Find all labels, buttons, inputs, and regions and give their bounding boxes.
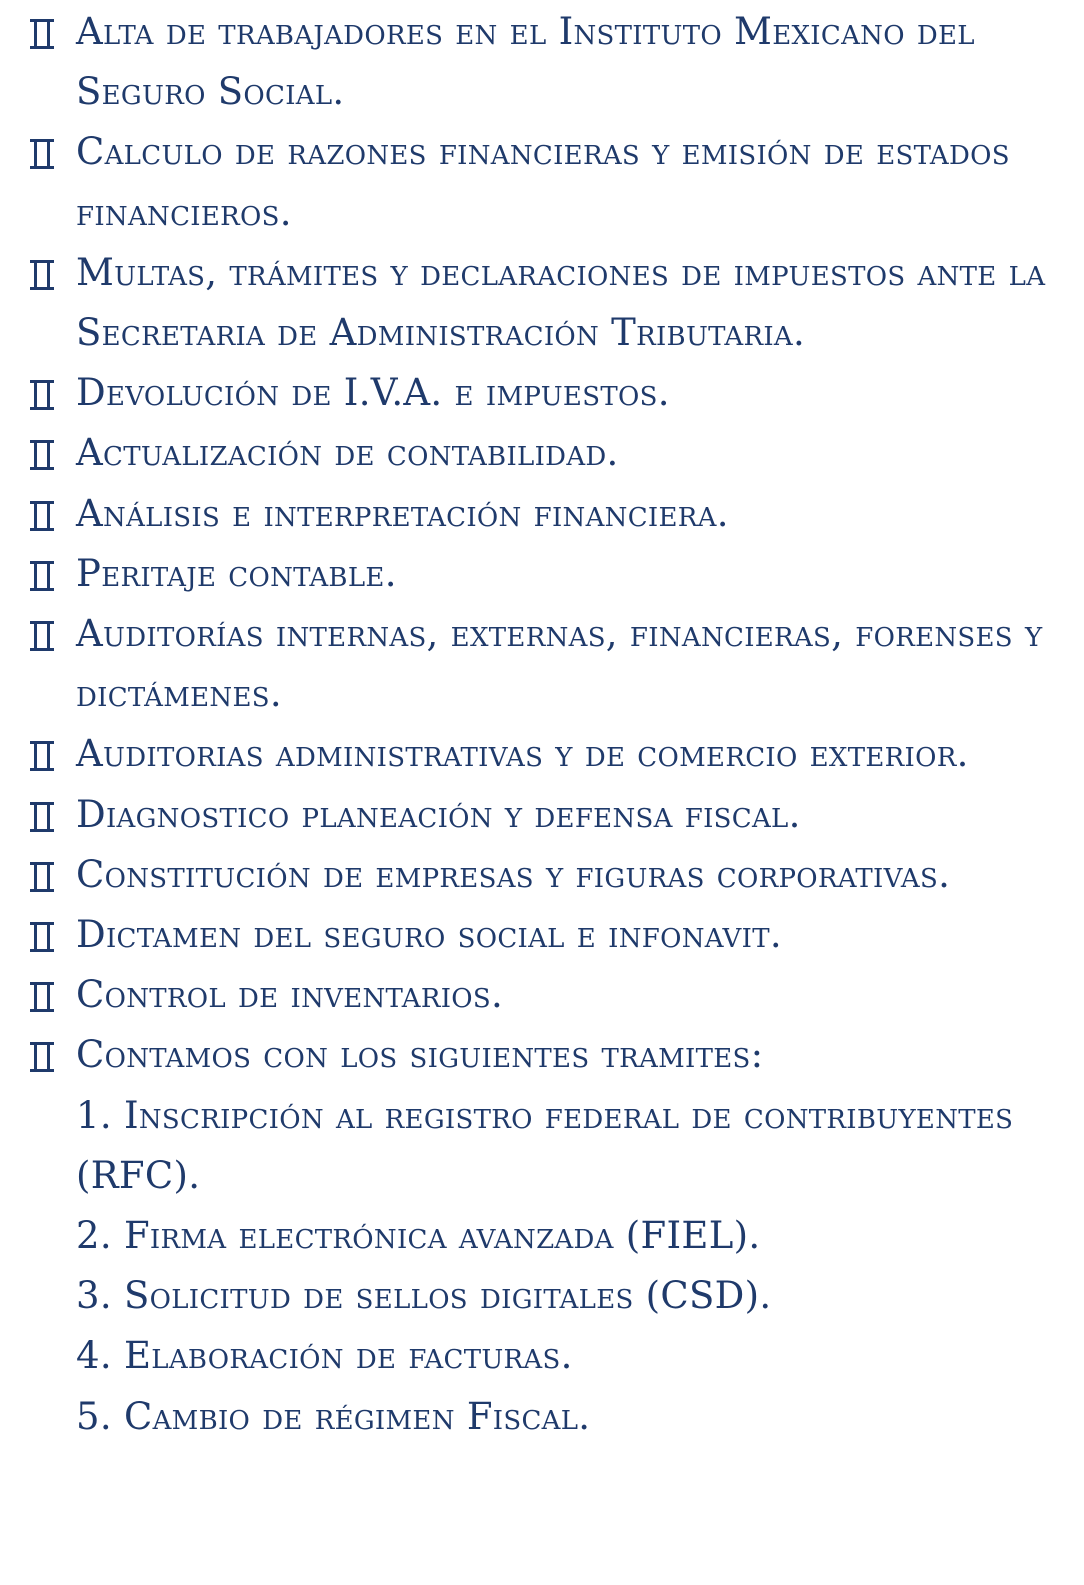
service-item-actualizacion-contabilidad: [0, 423, 1084, 483]
tramite-item-facturas: 4. Elaboración de facturas.: [76, 1334, 573, 1378]
service-item-auditorias-administrativas: [0, 724, 1084, 784]
service-item-tramites: [0, 1025, 1084, 1446]
service-text: Devolución de I.V.A. e impuestos.: [76, 371, 670, 415]
column-pillar-icon: [29, 982, 55, 1012]
service-text: Control de inventarios.: [76, 973, 504, 1017]
service-text: Alta de trabajadores en el Instituto Mexicano del Seguro Social.: [76, 10, 975, 114]
service-item-analisis-financiero: [0, 484, 1084, 544]
service-item-multas-tramites: [0, 243, 1084, 363]
column-pillar-icon: [29, 802, 55, 832]
service-text: Auditorías internas, externas, financieras, forenses y dictámenes.: [76, 612, 1043, 716]
tramite-item-regimen-fiscal: 5. Cambio de régimen Fiscal.: [76, 1394, 591, 1438]
column-pillar-icon: [29, 561, 55, 591]
column-pillar-icon: [29, 621, 55, 651]
tramite-item-rfc: 1. Inscripción al registro federal de contribuyentes (RFC).: [76, 1093, 1014, 1197]
service-item-devolucion-iva: [0, 363, 1084, 423]
service-text: Dictamen del seguro social e infonavit.: [76, 913, 782, 957]
service-text: Multas, trámites y declaraciones de impuestos ante la Secretaria de Administración Tributaria.: [76, 250, 1046, 355]
column-pillar-icon: [29, 501, 55, 531]
service-item-razones-financieras: [0, 122, 1084, 242]
service-text: Contamos con los siguientes tramites:: [76, 1033, 764, 1077]
column-pillar-icon: [29, 380, 55, 410]
service-item-peritaje: [0, 544, 1084, 604]
service-item-auditorias-internas: [0, 604, 1084, 724]
column-pillar-icon: [29, 19, 55, 49]
tramite-item-csd: 3. Solicitud de sellos digitales (CSD).: [76, 1274, 772, 1318]
tramite-item-fiel: 2. Firma electrónica avanzada (FIEL).: [76, 1214, 761, 1258]
service-item-dictamen-imss-infonavit: [0, 905, 1084, 965]
service-text: Calculo de razones financieras y emisión de estados financieros.: [76, 130, 1010, 234]
service-text: Peritaje contable.: [76, 551, 397, 595]
service-text: Análisis e interpretación financiera.: [76, 491, 729, 535]
service-item-constitucion-empresas: [0, 845, 1084, 905]
service-text: Diagnostico planeación y defensa fiscal.: [76, 792, 801, 836]
service-text: Actualización de contabilidad.: [76, 431, 619, 475]
column-pillar-icon: [29, 440, 55, 470]
service-text: Constitución de empresas y figuras corporativas.: [76, 852, 951, 896]
column-pillar-icon: [29, 1042, 55, 1072]
service-item-control-inventarios: [0, 965, 1084, 1025]
column-pillar-icon: [29, 139, 55, 169]
service-text: Auditorias administrativas y de comercio exterior.: [76, 732, 969, 776]
service-item-diagnostico-fiscal: [0, 785, 1084, 845]
column-pillar-icon: [29, 741, 55, 771]
service-item-alta-imss: [0, 2, 1084, 122]
services-list: [0, 2, 1084, 1447]
column-pillar-icon: [29, 922, 55, 952]
column-pillar-icon: [29, 260, 55, 290]
column-pillar-icon: [29, 862, 55, 892]
